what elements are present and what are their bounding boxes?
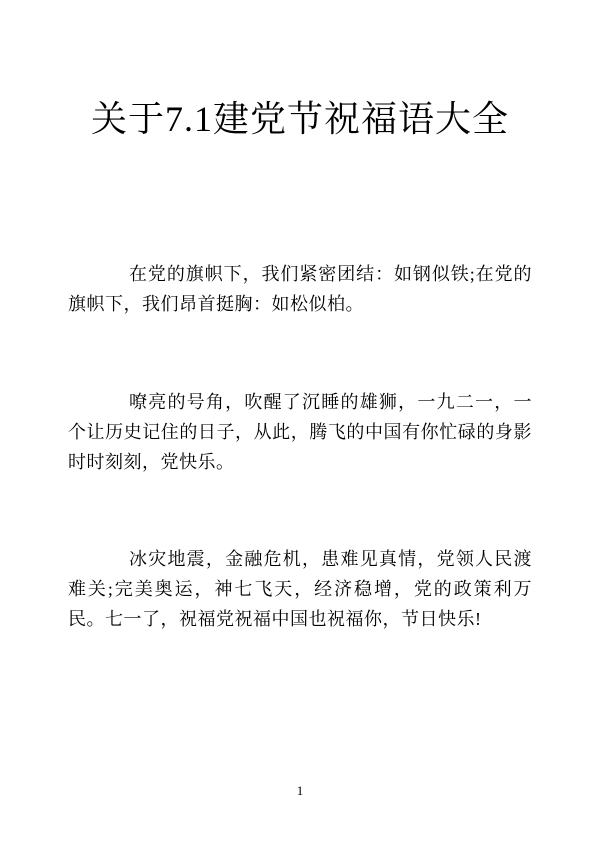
paragraph-1: 在党的旗帜下，我们紧密团结：如钢似铁;在党的旗帜下，我们昂首挺胸：如松似柏。 [68, 264, 532, 314]
page-number: 1 [296, 783, 304, 798]
document-content [0, 93, 600, 634]
paragraph-3: 冰灾地震，金融危机，患难见真情，党领人民渡难关;完美奥运，神七飞天，经济稳增，党的政策利万民。七一了，祝福党祝福中国也祝福你，节日快乐! [68, 549, 532, 629]
document-title: 关于7.1建党节祝福语大全 [90, 99, 509, 139]
paragraph-2: 嘹亮的号角，吹醒了沉睡的雄狮，一九二一，一个让历史记住的日子，从此，腾飞的中国有你忙碌的身影时时刻刻，党快乐。 [68, 392, 532, 472]
